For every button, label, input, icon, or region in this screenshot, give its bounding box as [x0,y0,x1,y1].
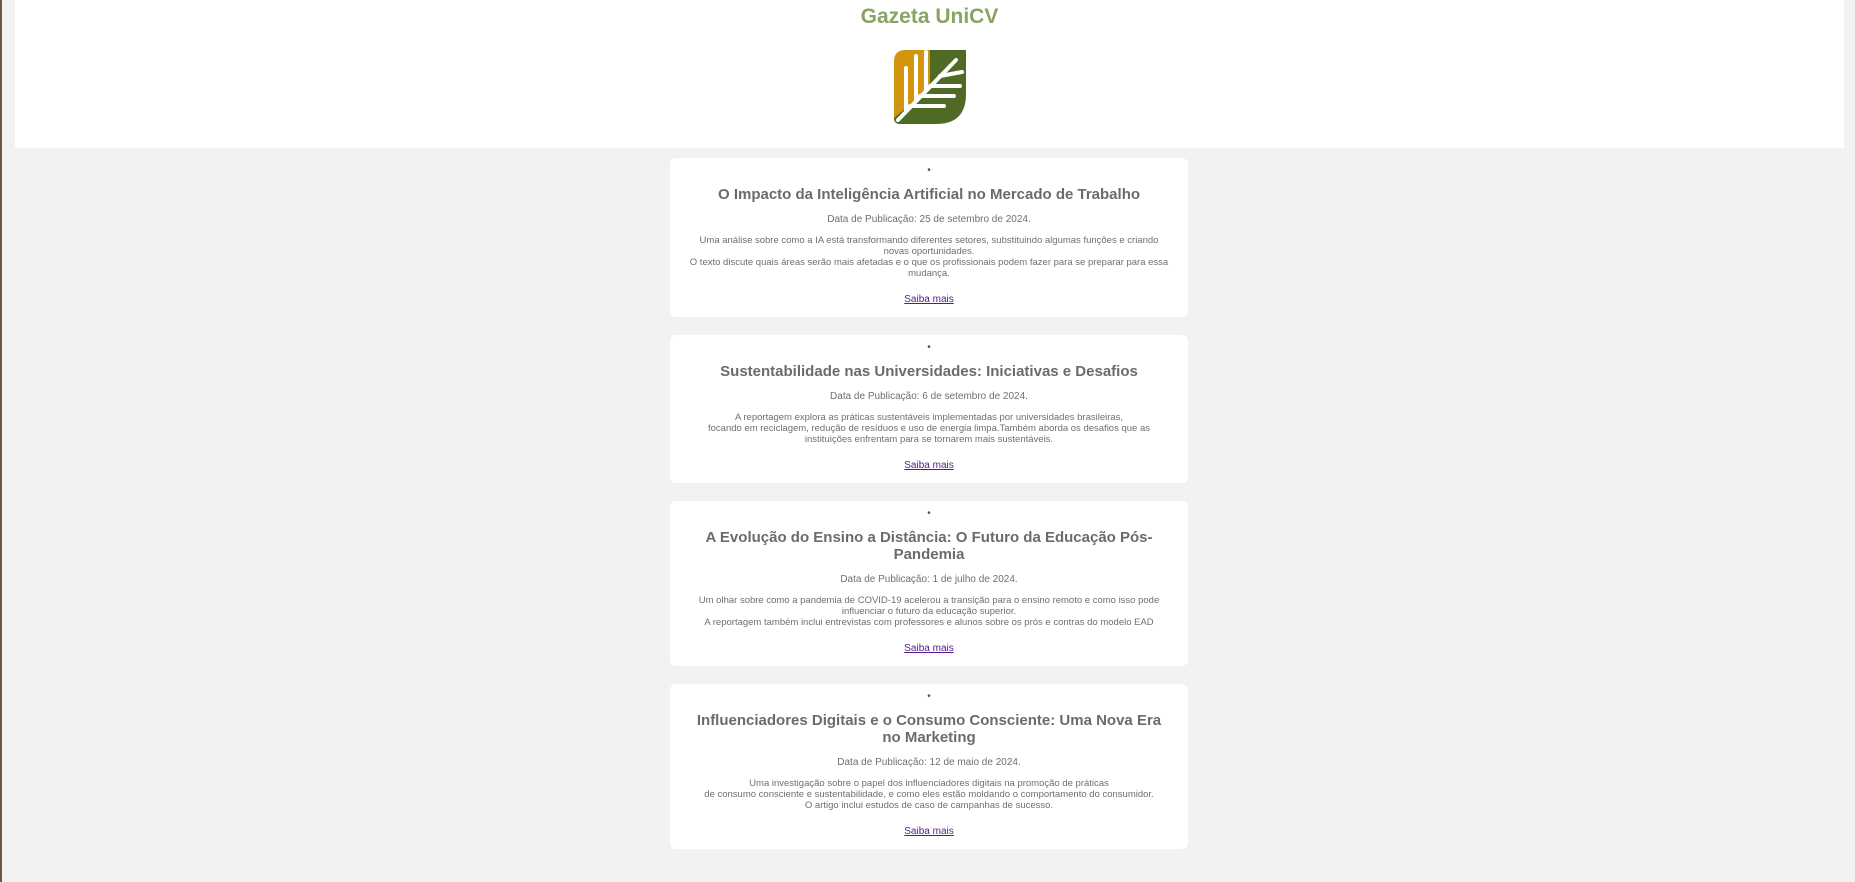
site-title: Gazeta UniCV [860,5,999,28]
article-summary [686,235,1172,279]
list-bullet: • [927,691,931,702]
summary-line: Uma análise sobre como a IA está transformando diferentes setores, substituindo algumas funções e criando novas oportunidades. [699,235,1159,257]
article-title: O Impacto da Inteligência Artificial no Mercado de Trabalho [717,186,1141,203]
article-summary [686,595,1172,628]
list-bullet: • [927,165,931,176]
leaf-logo-icon [890,48,970,126]
article-title: A Evolução do Ensino a Distância: O Futuro da Educação Pós-Pandemia [705,529,1153,563]
article-feed [670,158,1188,867]
summary-line: A reportagem explora as práticas sustentáveis implementadas por universidades brasileiras, [734,412,1124,423]
article-card [670,158,1188,317]
article-date: Data de Publicação: 6 de setembro de 2024. [830,391,1028,402]
article-date: Data de Publicação: 12 de maio de 2024. [837,757,1021,768]
article-card [670,684,1188,849]
site-header [15,0,1844,148]
article-date: Data de Publicação: 25 de setembro de 2024. [827,214,1031,225]
summary-line: Uma investigação sobre o papel dos influenciadores digitais na promoção de práticas [749,778,1109,789]
summary-line: focando em reciclagem, redução de resíduos e uso de energia limpa.Também aborda os desafios que as instituições enfrentam para se tornarem mais sustentáveis. [707,423,1150,445]
summary-line: Um olhar sobre como a pandemia de COVID-19 acelerou a transição para o ensino remoto e como isso pode influenciar o futuro da educação superior. [698,595,1160,617]
article-summary [686,412,1172,445]
article-title: Influenciadores Digitais e o Consumo Consciente: Uma Nova Era no Marketing [696,712,1162,746]
list-bullet: • [927,342,931,353]
article-date: Data de Publicação: 1 de julho de 2024. [840,574,1018,585]
read-more-link[interactable]: Saiba mais [904,294,954,305]
read-more-link[interactable]: Saiba mais [904,643,954,654]
article-card [670,501,1188,666]
summary-line: O artigo inclui estudos de caso de campanhas de sucesso. [804,800,1054,811]
article-title: Sustentabilidade nas Universidades: Iniciativas e Desafios [720,363,1138,380]
read-more-link[interactable]: Saiba mais [904,460,954,471]
summary-line: A reportagem também inclui entrevistas com professores e alunos sobre os prós e contras do modelo EAD [704,617,1154,628]
read-more-link[interactable]: Saiba mais [904,826,954,837]
article-summary [686,778,1172,811]
summary-line: de consumo consciente e sustentabilidade, e como eles estão moldando o comportamento do consumidor. [704,789,1154,800]
summary-line: O texto discute quais áreas serão mais afetadas e o que os profissionais podem fazer para se preparar para essa mudança. [689,257,1169,279]
list-bullet: • [927,508,931,519]
article-card [670,335,1188,483]
